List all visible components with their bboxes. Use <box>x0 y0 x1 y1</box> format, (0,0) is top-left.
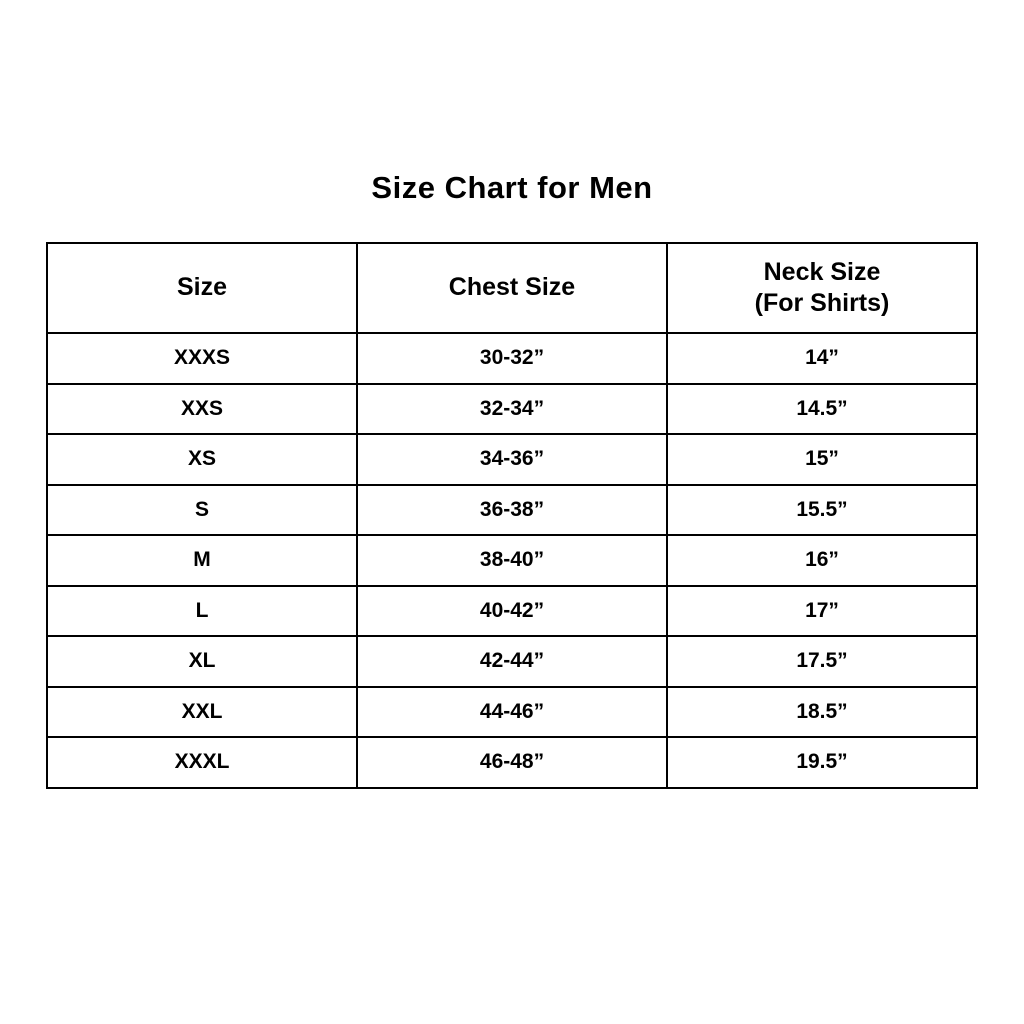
column-header-chest-size <box>357 243 667 333</box>
table-cell: 18.5” <box>667 687 977 738</box>
table-row <box>47 535 977 586</box>
table-cell: 14.5” <box>667 384 977 435</box>
table-row <box>47 434 977 485</box>
table-cell: 17.5” <box>667 636 977 687</box>
table-cell: S <box>47 485 357 536</box>
column-header-neck-size-label: Neck Size <box>763 257 881 286</box>
table-cell: 19.5” <box>667 737 977 788</box>
table-cell: 40-42” <box>357 586 667 637</box>
size-chart-table <box>46 242 978 789</box>
table-cell: L <box>47 586 357 637</box>
table-cell: 42-44” <box>357 636 667 687</box>
table-cell: 34-36” <box>357 434 667 485</box>
table-cell: 17” <box>667 586 977 637</box>
column-header-neck-size <box>667 243 977 333</box>
column-header-neck-size-sublabel: (For Shirts) <box>754 289 890 317</box>
table-cell: 15” <box>667 434 977 485</box>
table-cell: M <box>47 535 357 586</box>
table-cell: XS <box>47 434 357 485</box>
table-row <box>47 636 977 687</box>
table-cell: 14” <box>667 333 977 384</box>
column-header-size-label: Size <box>176 273 228 302</box>
table-cell: XXL <box>47 687 357 738</box>
table-cell: 36-38” <box>357 485 667 536</box>
table-header-row <box>47 243 977 333</box>
table-row <box>47 687 977 738</box>
table-cell: 15.5” <box>667 485 977 536</box>
table-cell: XXXS <box>47 333 357 384</box>
table-row <box>47 586 977 637</box>
table-cell: 44-46” <box>357 687 667 738</box>
table-cell: XL <box>47 636 357 687</box>
table-row <box>47 737 977 788</box>
table-header <box>47 243 977 333</box>
table-cell: XXXL <box>47 737 357 788</box>
table-body <box>47 333 977 788</box>
table-row <box>47 333 977 384</box>
table-cell: 16” <box>667 535 977 586</box>
column-header-size <box>47 243 357 333</box>
table-row <box>47 485 977 536</box>
column-header-chest-size-label: Chest Size <box>448 273 576 302</box>
table-cell: XXS <box>47 384 357 435</box>
table-row <box>47 384 977 435</box>
table-cell: 32-34” <box>357 384 667 435</box>
page-title: Size Chart for Men <box>371 170 653 205</box>
table-cell: 30-32” <box>357 333 667 384</box>
table-cell: 38-40” <box>357 535 667 586</box>
table-cell: 46-48” <box>357 737 667 788</box>
